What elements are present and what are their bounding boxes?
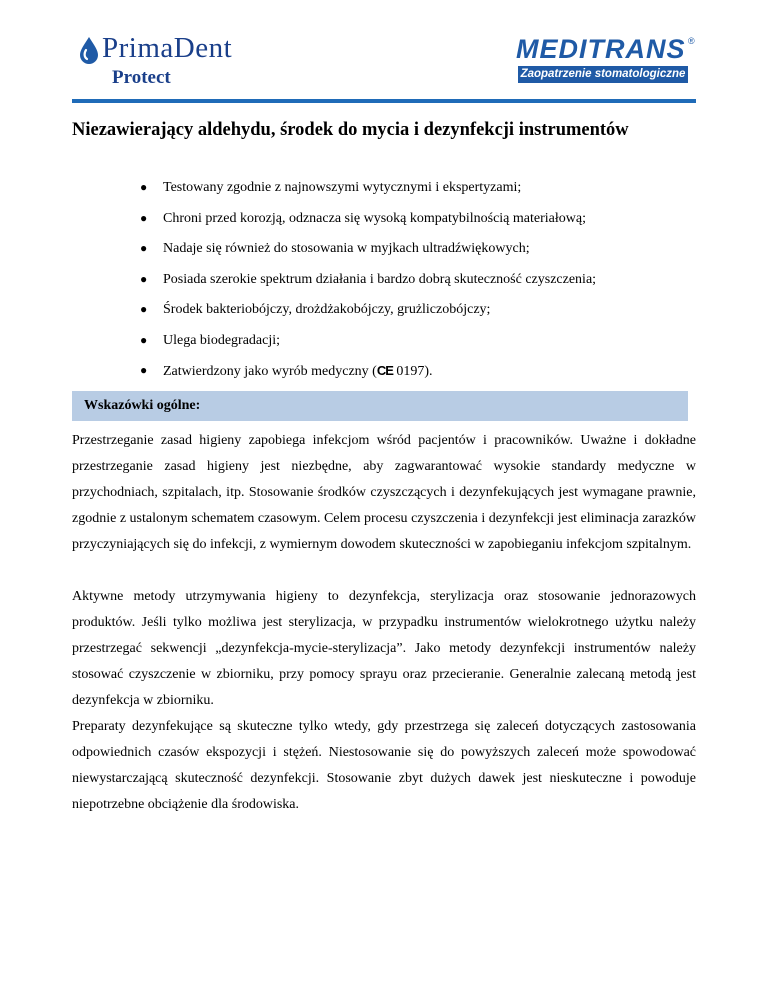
meditrans-tagline: Zaopatrzenie stomatologiczne xyxy=(518,66,688,83)
bullet-icon: ● xyxy=(140,363,148,377)
bullet-icon: ● xyxy=(140,302,148,316)
list-item: ● Chroni przed korozją, odznacza się wysoką kompatybilnością materiałową; xyxy=(140,210,586,226)
primadent-logo xyxy=(78,32,278,92)
primadent-brand-sub: Protect xyxy=(112,67,171,88)
bullet-icon: ● xyxy=(140,332,148,347)
paragraph-methods: Aktywne metody utrzymywania higieny to dezynfekcja, sterylizacja oraz stosowanie jednorazowych produktów. Jeśli tylko możliwa jest sterylizacja, w przypadku instrumentów wielokrotnego użytku należy przestrzegać sekwencji „dezynfekcja-mycie-sterylizacja”. Jako metody dezynfekcji instrumentów należy stosować czyszczenie w zbiorniku, przy pomocy sprayu oraz przecieranie. Generalnie zalecaną metodą jest dezynfekcja w zbiorniku. xyxy=(72,589,696,708)
page-title: Niezawierający aldehydu, środek do mycia i dezynfekcji instrumentów xyxy=(72,120,629,140)
meditrans-brand-name: MEDITRANS xyxy=(516,34,686,64)
bullet-icon: ● xyxy=(140,241,148,255)
list-item: ● Ulega biodegradacji; xyxy=(140,332,281,348)
ce-mark-icon: CE xyxy=(376,363,393,378)
registered-mark: ® xyxy=(688,36,695,46)
bullet-icon: ● xyxy=(140,180,148,194)
list-item: ● Posiada szerokie spektrum działania i bardzo dobrą skuteczność czyszczenia; xyxy=(140,271,597,287)
list-item: ● Zatwierdzony jako wyrób medyczny (CE 0197). xyxy=(140,363,433,379)
section-heading: Wskazówki ogólne: xyxy=(72,391,688,421)
bullet-icon: ● xyxy=(140,210,148,225)
list-item: ● Nadaje się również do stosowania w myjkach ultradźwiękowych; xyxy=(140,241,530,256)
meditrans-logo xyxy=(516,36,696,86)
header-divider xyxy=(72,99,696,103)
paragraph-hygiene: Przestrzeganie zasad higieny zapobiega infekcjom wśród pacjentów i pracowników. Uważne i dokładne przestrzeganie zasad higieny jest niezbędne, aby zagwarantować wysokie standardy medyczne w przychodniach, szpitalach, itp. Stosowanie środków czyszczących i dezynfekujących jest wymagane prawnie, zgodnie z ustalonym schematem czasowym. Celem procesu czyszczenia i dezynfekcji jest eliminacja zarazków przyczyniających się do infekcji, z wymiernym dowodem skuteczności w zapobieganiu infekcjom szpitalnym. xyxy=(72,433,696,552)
list-item: ● Środek bakteriobójczy, drożdżakobójczy, grużliczobójczy; xyxy=(140,302,491,317)
feature-list xyxy=(140,178,596,393)
primadent-brand-name: PrimaDent xyxy=(102,32,233,64)
water-drop-icon xyxy=(78,36,100,64)
list-item: ● Testowany zgodnie z najnowszymi wytycznymi i ekspertyzami; xyxy=(140,180,522,195)
paragraph-dosage: Preparaty dezynfekujące są skuteczne tylko wtedy, gdy przestrzega się zaleceń dotyczących zastosowania odpowiednich czasów ekspozycji i stężeń. Niestosowanie się do powyższych zaleceń może spowodować niewystarczającą skuteczność dezynfekcji. Stosowanie zbyt dużych dawek jest nieskuteczne i powoduje niepotrzebne obciążenie dla środowiska. xyxy=(72,719,696,812)
page-header xyxy=(0,0,768,105)
bullet-icon: ● xyxy=(140,271,148,286)
